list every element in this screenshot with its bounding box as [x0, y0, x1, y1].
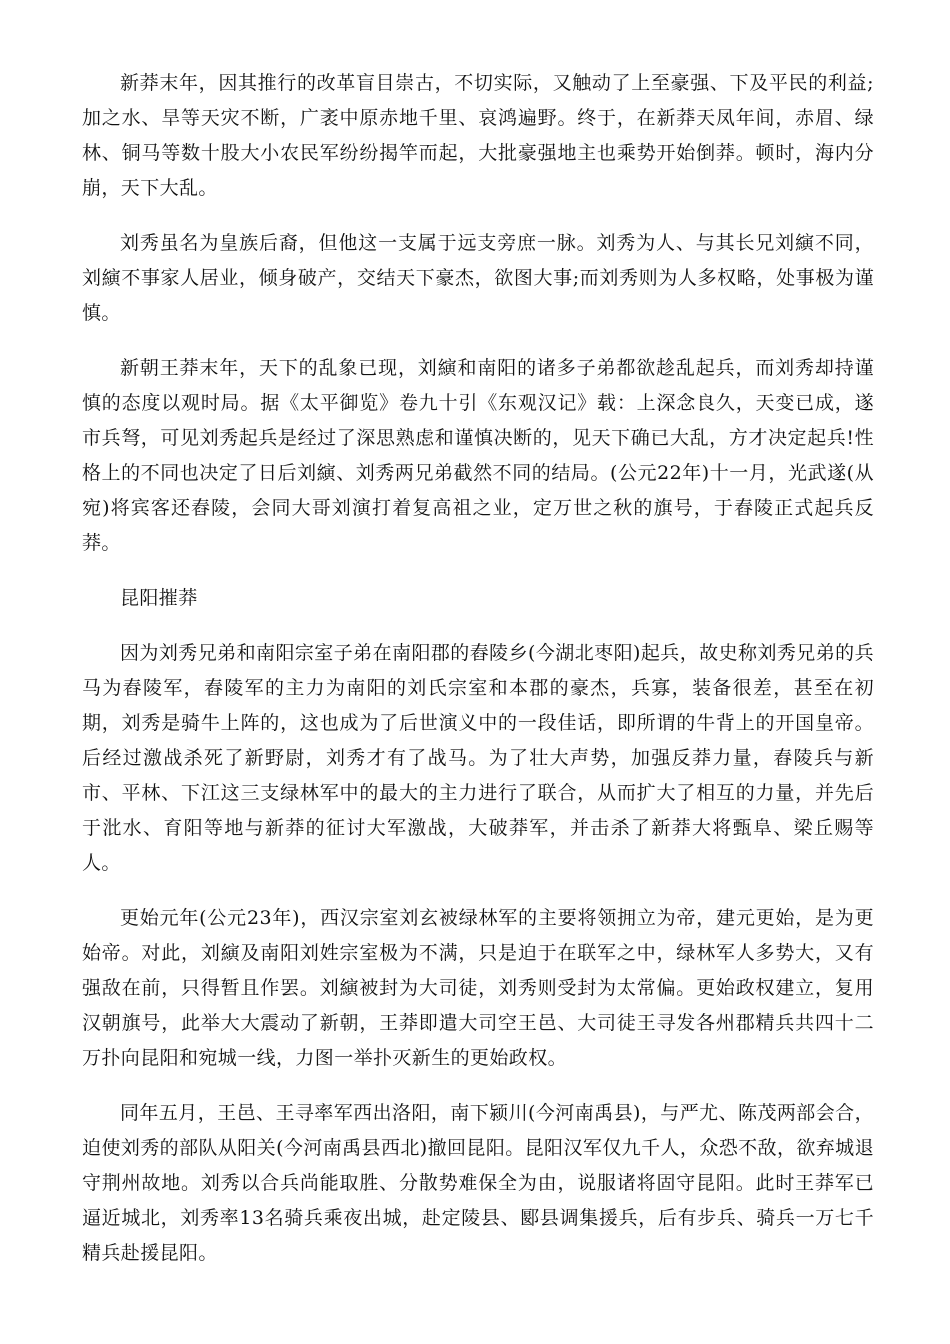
document-page [82, 66, 874, 1291]
paragraph-4: 因为刘秀兄弟和南阳宗室子弟在南阳郡的舂陵乡(今湖北枣阳)起兵，故史称刘秀兄弟的兵马为舂陵军，舂陵军的主力为南阳的刘氏宗室和本郡的豪杰，兵寡，装备很差，甚至在初期，刘秀是骑牛上阵的，这也成为了后世演义中的一段佳话，即所谓的牛背上的开国皇帝。后经过激战杀死了新野尉，刘秀才有了战马。为了壮大声势，加强反莽力量，舂陵兵与新市、平林、下江这三支绿林军中的最大的主力进行了联合，从而扩大了相互的力量，并先后于沘水、育阳等地与新莽的征讨大军激战，大破莽军，并击杀了新莽大将甄阜、梁丘赐等人。 [82, 642, 874, 874]
section-heading: 昆阳摧莽 [120, 587, 198, 609]
paragraph-3: 新朝王莽末年，天下的乱象已现，刘縯和南阳的诸多子弟都欲趁乱起兵，而刘秀却持谨慎的态度以观时局。据《太平御览》卷九十引《东观汉记》载：上深念良久，天变已成，遂市兵弩，可见刘秀起兵是经过了深思熟虑和谨慎决断的，见天下确已大乱，方才决定起兵!性格上的不同也决定了日后刘縯、刘秀两兄弟截然不同的结局。(公元22年)十一月，光武遂(从宛)将宾客还舂陵，会同大哥刘演打着复高祖之业，定万世之秋的旗号，于舂陵正式起兵反莽。 [82, 357, 874, 554]
paragraph-2: 刘秀虽名为皇族后裔，但他这一支属于远支旁庶一脉。刘秀为人、与其长兄刘縯不同，刘縯不事家人居业，倾身破产，交结天下豪杰，欲图大事;而刘秀则为人多权略，处事极为谨慎。 [82, 232, 874, 324]
paragraph-5: 更始元年(公元23年)，西汉宗室刘玄被绿林军的主要将领拥立为帝，建元更始，是为更始帝。对此，刘縯及南阳刘姓宗室极为不满，只是迫于在联军之中，绿林军人多势大，又有强敌在前，只得暂且作罢。刘縯被封为大司徒，刘秀则受封为太常偏。更始政权建立，复用汉朝旗号，此举大大震动了新朝，王莽即遣大司空王邑、大司徒王寻发各州郡精兵共四十二万扑向昆阳和宛城一线，力图一举扑灭新生的更始政权。 [82, 907, 874, 1069]
paragraph-6: 同年五月，王邑、王寻率军西出洛阳，南下颍川(今河南禹县)，与严尤、陈茂两部会合，迫使刘秀的部队从阳关(今河南禹县西北)撤回昆阳。昆阳汉军仅九千人，众恐不敌，欲弃城退守荆州故地。刘秀以合兵尚能取胜、分散势难保全为由，说服诸将固守昆阳。此时王莽军已逼近城北，刘秀率13名骑兵乘夜出城，赴定陵县、郾县调集援兵，后有步兵、骑兵一万七千精兵赴援昆阳。 [82, 1102, 874, 1264]
paragraph-1: 新莽末年，因其推行的改革盲目崇古，不切实际，又触动了上至豪强、下及平民的利益;加之水、旱等天灾不断，广袤中原赤地千里、哀鸿遍野。终于，在新莽天凤年间，赤眉、绿林、铜马等数十股大小农民军纷纷揭竿而起，大批豪强地主也乘势开始倒莽。顿时，海内分崩，天下大乱。 [82, 72, 874, 199]
